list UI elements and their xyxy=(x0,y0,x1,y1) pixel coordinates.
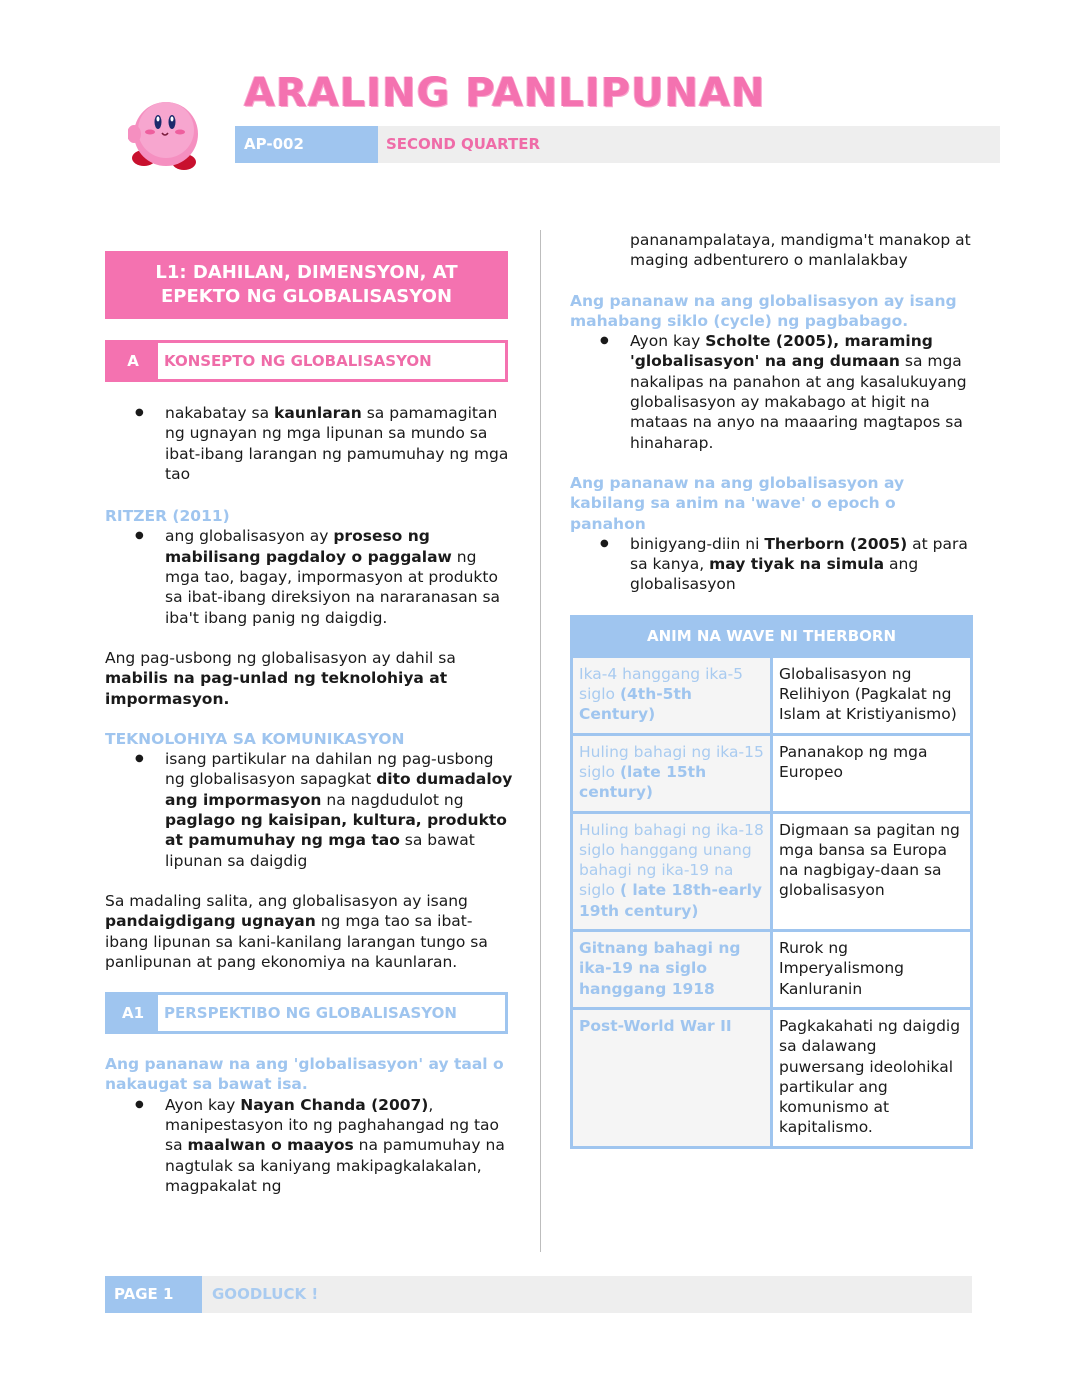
tekno-heading: TEKNOLOHIYA SA KOMUNIKASYON xyxy=(105,729,405,748)
column-divider xyxy=(540,230,541,1252)
paragraph: Sa madaling salita, ang globalisasyon ay isang pandaigdigang ugnayan ng mga tao sa ibat-ibang lipunan sa kani-kanilang larangan tungo sa panlipunan at pang ekonomiya na kaunlaran. xyxy=(105,891,488,971)
list-item: ● ang globalisasyon ay proseso ng mabilisang pagdaloy o paggalaw ng mga tao, bagay, impormasyon at produkto sa ibat-ibang direksiyon na nararanasan sa iba't ibang panig ng daigdig. xyxy=(105,526,515,627)
section-tag: A1 xyxy=(108,995,158,1031)
event-cell: Pagkakahati ng daigdig sa dalawang puwersang ideolohikal partikular ang komunismo at kapitalismo. xyxy=(772,1008,972,1147)
lesson-title: L1: DAHILAN, DIMENSYON, AT EPEKTO NG GLOBALISASYON xyxy=(105,251,508,319)
ritzer-heading: RITZER (2011) xyxy=(105,507,230,526)
era-cell: Ika-4 hanggang ika-5 siglo (4th-5th Century) xyxy=(572,656,772,734)
table-row xyxy=(572,734,972,812)
section-label: PERSPEKTIBO NG GLOBALISASYON xyxy=(164,1004,457,1023)
list-item: ● isang partikular na dahilan ng pag-usbong ng globalisasyon sapagkat dito dumadaloy ang impormasyon na nagdudulot ng paglago ng kaisipan, kultura, produkto at pamumuhay ng mga tao sa bawat lipunan sa daigdig xyxy=(105,749,515,871)
page-title: ARALING PANLIPUNAN xyxy=(244,70,766,116)
course-code: AP-002 xyxy=(235,126,378,163)
siklo-heading: Ang pananaw na ang globalisasyon ay isang mahabang siklo (cycle) ng pagbabago. xyxy=(570,291,957,330)
table-row xyxy=(572,931,972,1009)
footer-message: GOODLUCK ! xyxy=(212,1285,319,1303)
table-row xyxy=(572,812,972,930)
era-cell: Gitnang bahagi ng ika-19 na siglo hanggang 1918 xyxy=(572,931,772,1009)
section-a1-header xyxy=(105,992,508,1034)
paragraph: Ang pag-usbong ng globalisasyon ay dahil sa mabilis na pag-unlad ng teknolohiya at impormasyon. xyxy=(105,648,456,708)
left-column xyxy=(105,230,515,1196)
continued-text: pananampalataya, mandigma't manakop at maging adbenturero o manlalakbay xyxy=(630,231,971,270)
subtitle-bar xyxy=(235,126,1000,163)
era-cell: Huling bahagi ng ika-15 siglo (late 15th century) xyxy=(572,734,772,812)
table-row xyxy=(572,656,972,734)
list-item: ● Ayon kay Scholte (2005), maraming 'globalisasyon' na ang dumaan sa mga nakalipas na panahon at ang kasalukuyang globalisasyon ay makabago at higit na mataas na anyo na maaaring magtapos sa hinaharap. xyxy=(570,331,975,453)
section-a-header xyxy=(105,340,508,382)
footer-bar xyxy=(105,1276,972,1313)
list-item: ● binigyang-diin ni Therborn (2005) at para sa kanya, may tiyak na simula ang globalisasyon xyxy=(570,534,975,595)
taal-heading: Ang pananaw na ang 'globalisasyon' ay taal o nakaugat sa bawat isa. xyxy=(105,1055,504,1094)
page-number: PAGE 1 xyxy=(105,1276,202,1313)
list-item: ● Ayon kay Nayan Chanda (2007), manipestasyon ito ng paghahangad ng tao sa maalwan o maayos na pamumuhay na nagtulak sa kaniyang makipagkalakalan, magpakalat ng xyxy=(105,1095,515,1196)
event-cell: Digmaan sa pagitan ng mga bansa sa Europa na nagbigay-daan sa globalisasyon xyxy=(772,812,972,930)
event-cell: Pananakop ng mga Europeo xyxy=(772,734,972,812)
wave-heading: Ang pananaw na ang globalisasyon ay kabilang sa anim na 'wave' o epoch o panahon xyxy=(570,473,905,533)
list-item: ● nakabatay sa kaunlaran sa pamamagitan ng ugnayan ng mga lipunan sa mundo sa ibat-ibang larangan ng pamumuhay ng mga tao xyxy=(105,403,515,484)
event-cell: Globalisasyon ng Relihiyon (Pagkalat ng Islam at Kristiyanismo) xyxy=(772,656,972,734)
event-cell: Rurok ng Imperyalismong Kanluranin xyxy=(772,931,972,1009)
table-row xyxy=(572,1008,972,1147)
table-header: ANIM NA WAVE NI THERBORN xyxy=(572,616,972,656)
therborn-table xyxy=(570,615,973,1149)
section-label: KONSEPTO NG GLOBALISASYON xyxy=(164,352,432,370)
quarter-label: SECOND QUARTER xyxy=(386,135,541,153)
kirby-icon xyxy=(128,100,208,172)
section-tag: A xyxy=(108,343,158,379)
era-cell: Post-World War II xyxy=(572,1008,772,1147)
right-column xyxy=(570,230,975,1149)
era-cell: Huling bahagi ng ika-18 siglo hanggang unang bahagi ng ika-19 na siglo ( late 18th-early 19th century) xyxy=(572,812,772,930)
